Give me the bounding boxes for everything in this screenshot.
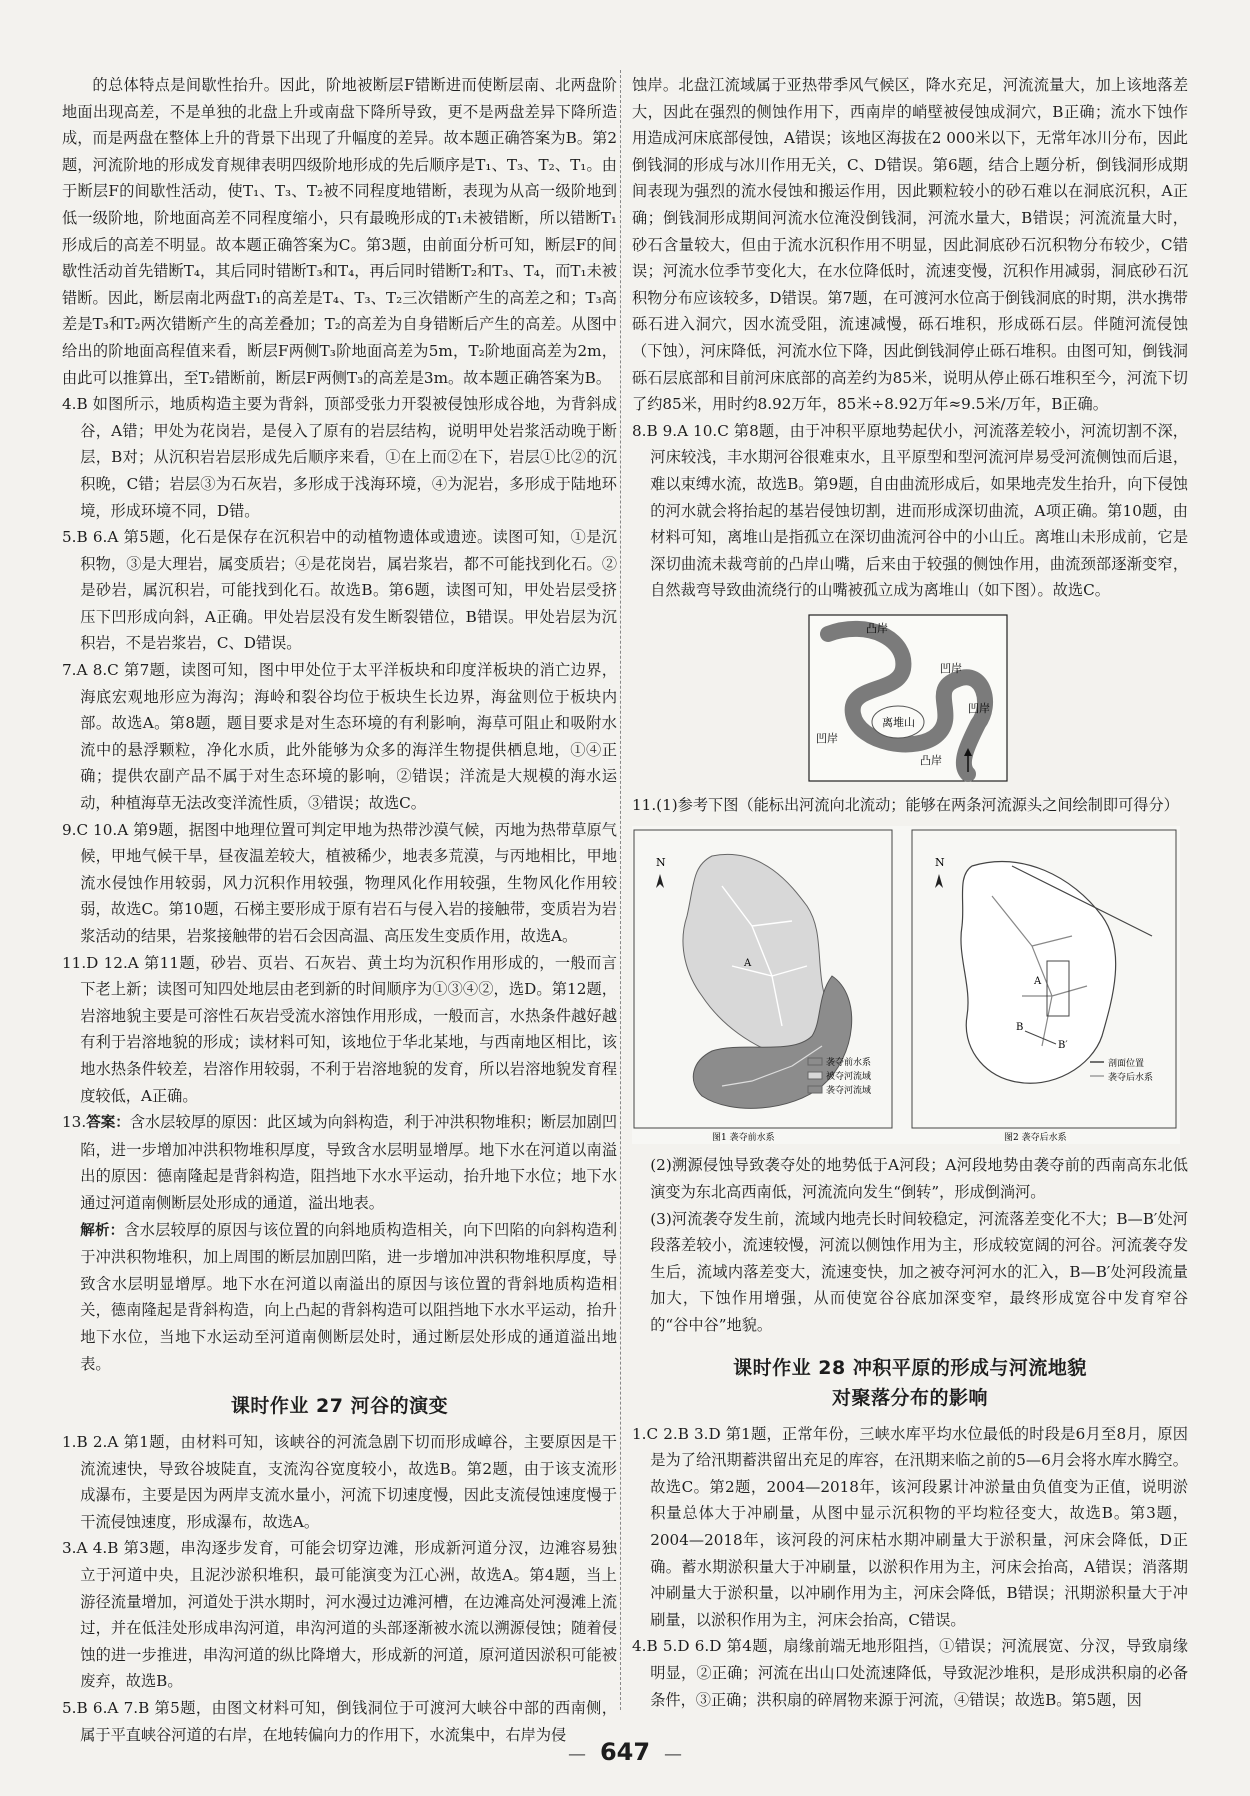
question-number: 13. bbox=[62, 1113, 87, 1132]
section-heading-28-line2: 对聚落分布的影响 bbox=[831, 1386, 988, 1409]
section-heading-27: 课时作业 27 河谷的演变 bbox=[230, 1395, 449, 1418]
answer-item-13 bbox=[62, 1109, 617, 1216]
north-label: N bbox=[935, 856, 945, 870]
answer-item: 9.C 10.A 第9题，据图中地理位置可判定甲地为热带沙漠气候，丙地为热带草原气候，甲地气候干旱，昼夜温差较大，植被稀少，地表多荒漠，与丙地相比，甲地流水侵蚀作用较弱，风力沉积作用较强，物理风化作用较强，生物风化作用较弱，故选C。第10题，石梯主要形成于原有岩石与侵入岩的接触带，变质岩为岩浆活动的结果，岩浆接触带的岩石会因高温、高压发生变质作用，故选A。 bbox=[62, 820, 617, 945]
fig1-label: 凸岸 bbox=[866, 621, 888, 635]
column-divider bbox=[620, 70, 621, 1710]
answer-item: 7.A 8.C 第7题，读图可知，图中甲处位于太平洋板块和印度洋板块的消亡边界，海底宏观地形应为海沟；海岭和裂谷均位于板块生长边界，海盆则位于板块内部。故选A。第8题，题目要求是对生态环境的有利影响，海草可阻止和吸附水流中的悬浮颗粒，净化水质，此外能够为众多的海洋生物提供栖息地，①④正确；提供农副产品不属于对生态环境的影响，②错误；洋流是大规模的海水运动，种植海草无法改变洋流性质，③错误；故选C。 bbox=[62, 661, 617, 813]
fig1-label: 凹岸 bbox=[940, 661, 962, 675]
river-capture-figure bbox=[632, 826, 1180, 1144]
meander-cutoff-figure bbox=[808, 614, 1008, 782]
fig1-label: 凹岸 bbox=[968, 701, 990, 715]
legend-label: 剖面位置 bbox=[1108, 1059, 1145, 1070]
question-11-intro: 11.(1)参考下图（能标出河流向北流动；能够在两条河流源头之间绘制即可得分） bbox=[632, 795, 1179, 814]
answer-item: 4.B 如图所示，地质构造主要为背斜，顶部受张力开裂被侵蚀形成谷地，为背斜成谷，A错；甲处为花岗岩，是侵入了原有的岩层结构，说明甲处岩浆活动晚于断层，B对；从沉积岩岩层形成先后顺序来看，①在上而②在下，岩层①比②的沉积晚，C错；岩层③为石灰岩，多形成于浅海环境，④为泥岩，多形成于陆地环境，形成环境不同，D错。 bbox=[62, 395, 617, 520]
fig1-label: 离堆山 bbox=[882, 715, 915, 729]
north-label: N bbox=[656, 856, 666, 870]
paragraph: 的总体特点是间歇性抬升。因此，阶地被断层F错断进而使断层南、北两盘阶地面出现高差，不是单独的北盘上升或南盘下降所导致，更不是两盘差异下降所造成，而是两盘在整体上升的背景下出现了升幅度的差异。故本题正确答案为B。第2题，河流阶地的形成发育规律表明四级阶地形成的先后顺序是T₁、T₃、T₂、T₁。由于断层F的间歇性活动，使T₁、T₃、T₂被不同程度地错断，表现为从高一级阶地到低一级阶地，阶地面高差不同程度缩小，只有最晚形成的T₁未被错断，所以错断T₁形成后的高差不明显。故本题正确答案为C。第3题，由前面分析可知，断层F的间歇性活动首先错断T₄，其后同时错断T₃和T₄，再后同时错断T₂和T₃、T₄，而T₁未被错断。因此，断层南北两盘T₁的高差是T₄、T₃、T₂三次错断产生的高差之和；T₃高差是T₃和T₂两次错断产生的高差叠加；T₂的高差为自身错断后产生的高差。从图中给出的阶地面高程值来看，断层F两侧T₃阶地面高差为5m，T₂阶地面高差为2m，由此可以推算出，至T₂错断前，断层F两侧T₃的高差是3m。故本题正确答案为B。 bbox=[62, 76, 617, 387]
answer-item: 8.B 9.A 10.C 第8题，由于冲积平原地势起伏小，河流落差较小，河流切割不深，河床较浅，丰水期河谷很难束水，且平原型和型河流河岸易受河流侧蚀而后退，难以束缚水流，故选B。第9题，自由曲流形成后，如果地壳发生抬升，向下侵蚀的河水就会将抬起的基岩侵蚀切割，进而形成深切曲流，A项正确。第10题，由材料可知，离堆山是指孤立在深切曲流河谷中的小山丘。离堆山未形成前，它是深切曲流未裁弯前的凸岸山嘴，后来由于较强的侧蚀作用，曲流颈部逐渐变窄，自然裁弯导致曲流绕行的山嘴被孤立成为离堆山（如下图）。故选C。 bbox=[632, 421, 1188, 600]
analysis-text: 含水层较厚的原因与该位置的向斜地质构造相关，向下凹陷的向斜构造利于冲洪积物堆积，加上周围的断层加剧凹陷，进一步增加冲洪积物堆积厚度，导致含水层明显增厚。地下水在河道以南溢出的原因与该位置的背斜地质构造相关，德南隆起是背斜构造，向上凸起的背斜构造可以阻挡地下水水平运动，抬升地下水位，当地下水运动至河道南侧断层处时，通过断层处形成的通道溢出地表。 bbox=[80, 1220, 618, 1373]
legend-label: 袭夺后水系 bbox=[1108, 1073, 1154, 1084]
meander-diagram bbox=[808, 614, 1008, 782]
answer-item: (2)溯源侵蚀导致袭夺处的地势低于A河段；A河段地势由袭夺前的西南高东北低演变为东北高西南低，河流流向发生“倒转”，形成倒淌河。 bbox=[650, 1156, 1188, 1202]
legend-label: 被夺河流域 bbox=[826, 1072, 872, 1083]
answer-item: 1.C 2.B 3.D 第1题，正常年份，三峡水库平均水位最低的时段是6月至8月，原因是为了给汛期蓄洪留出充足的库容，在汛期来临之前的5—6月会将水库水腾空。故选C。第2题，2004—2018年，该河段累计冲淤量由负值变为正值，说明淤积量总体大于冲刷量，从图中显示沉积物的平均粒径变大，故选B。第3题，2004—2018年，该河段的河床枯水期冲刷量大于淤积量，河床会降低，D正确。蓄水期淤积量大于冲刷量，以淤积作用为主，河床会抬高，A错误；消落期冲刷量大于淤积量，以冲刷作用为主，河床会降低，B错误；汛期淤积量大于冲刷量，以淤积作用为主，河床会抬高，C错误。 bbox=[632, 1424, 1188, 1629]
answer-item: 3.A 4.B 第3题，串沟逐步发育，可能会切穿边滩，形成新河道分汊，边滩容易独立于河道中央，且泥沙淤积堆积，最可能演变为江心洲，故选A。第4题，当上游径流量增加，河道处于洪水期时，河水漫过边滩河槽，在边滩高处河漫滩上流过，并在低洼处形成串沟河道，串沟河道的头部逐渐被水流以溯源侵蚀；随着侵蚀的进一步推进，串沟河道的纵比降增大，形成新的河道，原河道因淤积可能被废弃，故选B。 bbox=[62, 1539, 617, 1691]
analysis-paragraph bbox=[62, 1217, 617, 1378]
paragraph: 蚀岸。北盘江流域属于亚热带季风气候区，降水充足，河流流量大，加上该地落差大，因此在强烈的侧蚀作用下，西南岸的峭壁被侵蚀成洞穴，B正确；流水下蚀作用造成河床底部侵蚀，A错误；该地区海拔在2 000米以下，无常年冰川分布，因此倒钱洞的形成与冰川作用无关，C、D错误。第6题，结合上题分析，倒钱洞形成期间表现为强烈的流水侵蚀和搬运作用，因此颗粒较小的砂石难以在洞底沉积，A正确；倒钱洞形成期间河流水位淹没倒钱洞，河流水量大，B错误；河流流量大时，砂石含量较大，但由于流水沉积作用不明显，因此洞底砂石沉积物分布较少，C错误；河流水位季节变化大，在水位降低时，流速变慢，沉积作用减弱，洞底砂石沉积物分布应该较多，D错误。第7题，在可渡河水位高于倒钱洞底的时期，洪水携带砾石进入洞穴，因水流受阻，流速减慢，砾石堆积，形成砾石层。伴随河流侵蚀（下蚀），河床降低，河流水位下降，因此倒钱洞停止砾石堆积。由图可知，倒钱洞砾石层底部和目前河床底部的高差约为85米，说明从停止砾石堆积至今，河流下切了约85米，用时约8.92万年，85米÷8.92万年≈9.5米/万年，B正确。 bbox=[632, 76, 1188, 414]
right-column bbox=[632, 72, 1188, 1713]
answer-item: (3)河流袭夺发生前，流域内地壳长时间较稳定，河流落差变化不大；B—B′处河段落差较小，流速较慢，河流以侧蚀作用为主，形成较宽阔的河谷。河流袭夺发生后，流域内落差变大，流速变快，加之被夺河河水的汇入，B—B′处河段流量加大，下蚀作用增强，从而使宽谷谷底加深变窄，最终形成宽谷中发育窄谷的“谷中谷”地貌。 bbox=[650, 1209, 1188, 1335]
point-b2-label: B′ bbox=[1058, 1040, 1068, 1052]
point-b-label: B bbox=[1016, 1022, 1024, 1034]
point-a-label: A bbox=[744, 958, 752, 970]
figure-caption: 图2 袭夺后水系 bbox=[1004, 1133, 1067, 1144]
answer-item: 4.B 5.D 6.D 第4题，扇缘前端无地形阻挡，①错误；河流展宽、分汊，导致扇缘明显，②正确；河流在出山口处流速降低，导致泥沙堆积，是形成洪积扇的必备条件，③正确；洪积扇的碎屑物来源于河流，④错误；故选B。第5题，因 bbox=[632, 1637, 1188, 1709]
answer-label: 答案： bbox=[86, 1115, 130, 1132]
page-number: — 647 — bbox=[567, 1738, 683, 1766]
legend-label: 袭夺前水系 bbox=[826, 1058, 872, 1069]
fig1-label: 凹岸 bbox=[816, 731, 838, 745]
answer-item: 5.B 6.A 7.B 第5题，由图文材料可知，倒钱洞位于可渡河大峡谷中部的西南侧，属于平直峡谷河道的右岸，在地转偏向力的作用下，水流集中，右岸为侵 bbox=[62, 1699, 617, 1744]
legend-label: 袭夺河流域 bbox=[826, 1086, 872, 1097]
answer-item: 1.B 2.A 第1题，由材料可知，该峡谷的河流急剧下切而形成嶂谷，主要原因是干流流速快，导致谷坡陡直，支流沟谷宽度较小，故选B。第2题，由于该支流形成瀑布，主要是因为两岸支流水量小，河流下切速度慢，因此支流侵蚀速度慢于干流侵蚀速度，形成瀑布，故选A。 bbox=[62, 1433, 617, 1531]
figure-caption: 图1 袭夺前水系 bbox=[712, 1133, 775, 1144]
section-heading-28: 课时作业 28 冲积平原的形成与河流地貌 bbox=[733, 1356, 1087, 1379]
answer-item: 5.B 6.A 第5题，化石是保存在沉积岩中的动植物遗体或遗迹。读图可知，①是沉积物，③是大理岩，属变质岩；④是花岗岩，属岩浆岩，都不可能找到化石。②是砂岩，属沉积岩，可能找到化石。故选B。第6题，读图可知，甲处岩层受挤压下凹形成向斜，A正确。甲处岩层没有发生断裂错位，B错误。甲处岩层为沉积岩，不是岩浆岩，C、D错误。 bbox=[62, 528, 617, 653]
river-capture-maps bbox=[632, 826, 1180, 1144]
left-column bbox=[62, 72, 617, 1748]
fig1-label: 凸岸 bbox=[920, 753, 942, 767]
answer-item: 11.D 12.A 第11题，砂岩、页岩、石灰岩、黄土均为沉积作用形成的，一般而言下老上新；读图可知四处地层由老到新的时间顺序为①③④②，选D。第12题，岩溶地貌主要是可溶性石灰岩受流水溶蚀作用形成，一般而言，水热条件越好越有利于岩溶地貌的形成；读材料可知，该地位于华北某地，与西南地区相比，该地水热条件较差，岩溶作用较弱，不利于岩溶地貌的发育，所以岩溶地貌发育程度较低，A正确。 bbox=[62, 953, 617, 1105]
page-number-value: 647 bbox=[599, 1738, 651, 1766]
point-a-label: A bbox=[1034, 976, 1042, 988]
answer-text: 含水层较厚的原因：此区域为向斜构造，利于冲洪积物堆积；断层加剧凹陷，进一步增加冲洪积物堆积厚度，导致含水层明显增厚。地下水在河道以南溢出的原因：德南隆起是背斜构造，阻挡地下水水平运动，抬升地下水位；地下水通过河道南侧断层处形成的通道，溢出地表。 bbox=[80, 1113, 618, 1212]
analysis-label: 解析： bbox=[80, 1222, 125, 1239]
